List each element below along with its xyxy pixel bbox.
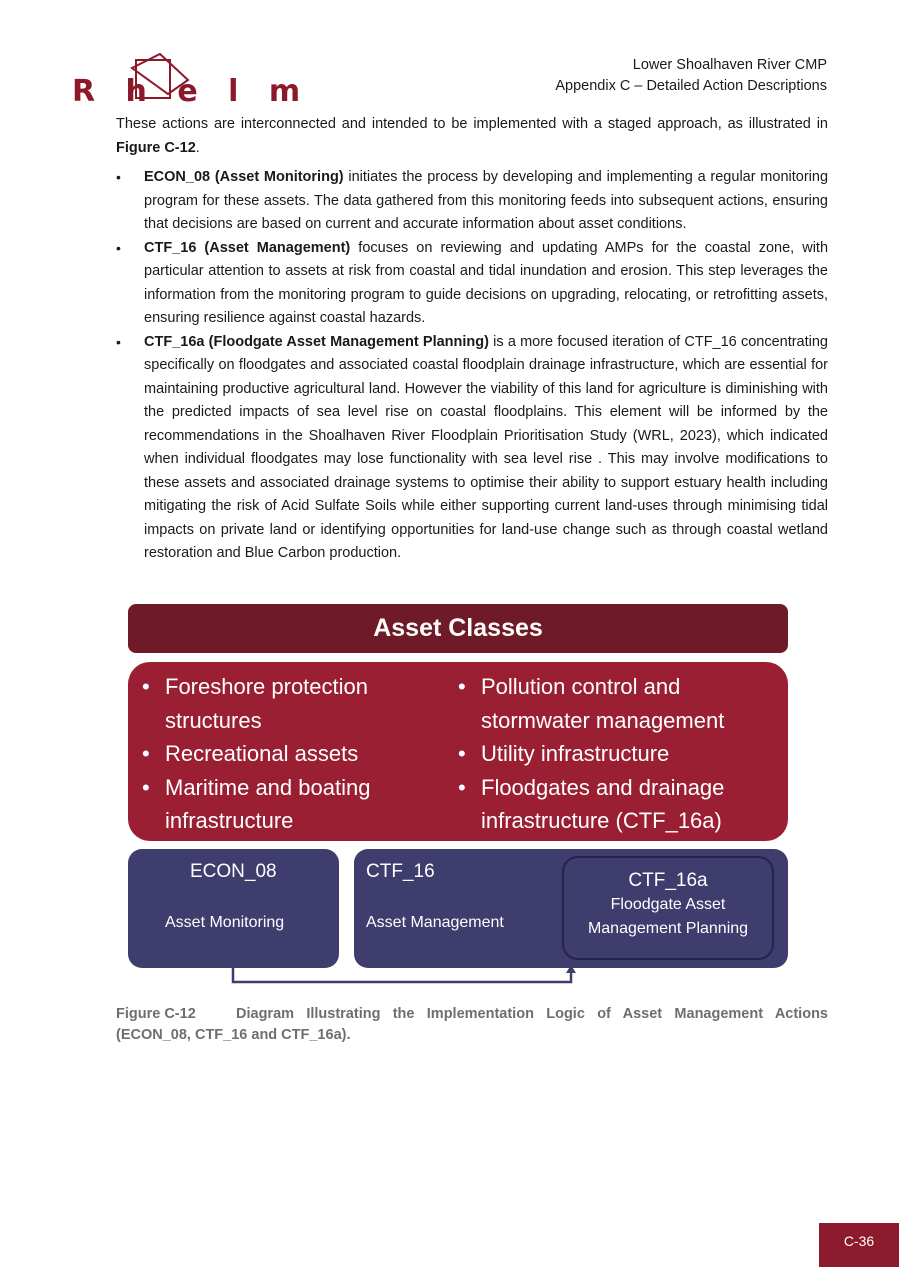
header-subtitle: Appendix C – Detailed Action Descriptions (555, 78, 827, 94)
ctf-16-code: CTF_16 (366, 861, 435, 882)
logo-text: R h e l m (72, 74, 311, 109)
figure-caption (116, 1004, 828, 1045)
rhelm-logo (72, 50, 311, 109)
action-list (116, 166, 828, 566)
action-name: ECON_08 (Asset Monitoring) (144, 169, 344, 185)
action-name: CTF_16 (Asset Management) (144, 239, 351, 256)
bullet-icon: • (116, 239, 121, 256)
bullet-icon: • (142, 774, 150, 800)
asset-class-item: • Foreshore protection structures (142, 670, 442, 737)
flow-connector-arrow (128, 604, 788, 989)
ctf-16-label: Asset Management (366, 914, 504, 931)
action-description: focuses on reviewing and updating AMPs for the coastal zone, with particular attention to assets at risk from coastal and tidal inundation and erosion. This step leverages the information from the monitoring program to guide decisions on upgrading, relocating, or retrofitting assets, ensuring resilience against coastal hazards. (144, 239, 829, 326)
econ-08-code: ECON_08 (190, 861, 277, 882)
asset-class-item: • Recreational assets (142, 737, 442, 771)
ctf-16a-label-line1: Floodgate Asset (610, 896, 726, 913)
figure-label: Figure C-12 (116, 1006, 196, 1022)
bullet-icon: • (142, 674, 150, 699)
action-description: is a more focused iteration of CTF_16 concentrating specifically on floodgates and associated coastal floodplain drainage infrastructure, which are essential for maintaining productive agricultural land. However the viability of this land for agriculture is diminishing with the predicted impacts of sea level rise on coastal floodplains. This element will be informed by the recommendations in the Shoalhaven River Floodplain Prioritisation Study (WRL, 2023), which indicated when individual floodgates may lose functionality with sea level rise . This may involve modifications to these assets and associated drainage systems to optimise their ability to support estuary health including mitigating the risk of Acid Sulfate Soils while either supporting current land-uses through minimising tidal impacts on private land or identifying opportunities for land-use change such as through coastal wetland restoration and Blue Carbon production. (144, 333, 829, 561)
asset-class-item: • Pollution control and stormwater management (458, 670, 778, 737)
figure-reference: Figure C-12 (116, 139, 196, 156)
intro-paragraph (116, 113, 828, 160)
asset-management-diagram (128, 604, 788, 989)
caption-text: Diagram Illustrating the Implementation Logic of Asset Management Actions (ECON_08, CTF_16 and CTF_16a). (116, 1006, 828, 1043)
ctf-16a-label-line2: Management Planning (587, 920, 749, 937)
asset-class-item: • Floodgates and drainage infrastructure (CTF_16a) (458, 771, 778, 838)
page-header (555, 55, 827, 97)
bullet-icon: • (116, 169, 121, 185)
bullet-icon: • (116, 333, 121, 350)
bullet-icon: • (142, 741, 150, 766)
ctf-16a-code: CTF_16a (628, 870, 708, 891)
header-title: Lower Shoalhaven River CMP (632, 57, 827, 73)
bullet-icon: • (458, 741, 466, 766)
bullet-icon: • (458, 674, 466, 699)
econ-08-label: Asset Monitoring (165, 914, 285, 931)
bullet-icon: • (458, 774, 466, 800)
list-item (116, 237, 828, 331)
diagram-title: Asset Classes (128, 604, 788, 653)
intro-end: . (195, 139, 200, 156)
list-item (116, 331, 828, 566)
asset-class-item: • Maritime and boating infrastructure (142, 771, 442, 838)
page-number: C-36 (819, 1223, 899, 1267)
asset-class-item: • Utility infrastructure (458, 737, 778, 771)
list-item (116, 166, 828, 237)
intro-text: These actions are interconnected and intended to be implemented with a staged approach, as illustrated in (116, 116, 828, 132)
body-text (116, 113, 828, 566)
action-description: initiates the process by developing and implementing a regular monitoring program for these assets. The data gathered from this monitoring feeds into subsequent actions, ensuring that decisions are based on current and accurate information about asset conditions. (144, 169, 829, 232)
action-name: CTF_16a (Floodgate Asset Management Planning) (144, 333, 489, 350)
